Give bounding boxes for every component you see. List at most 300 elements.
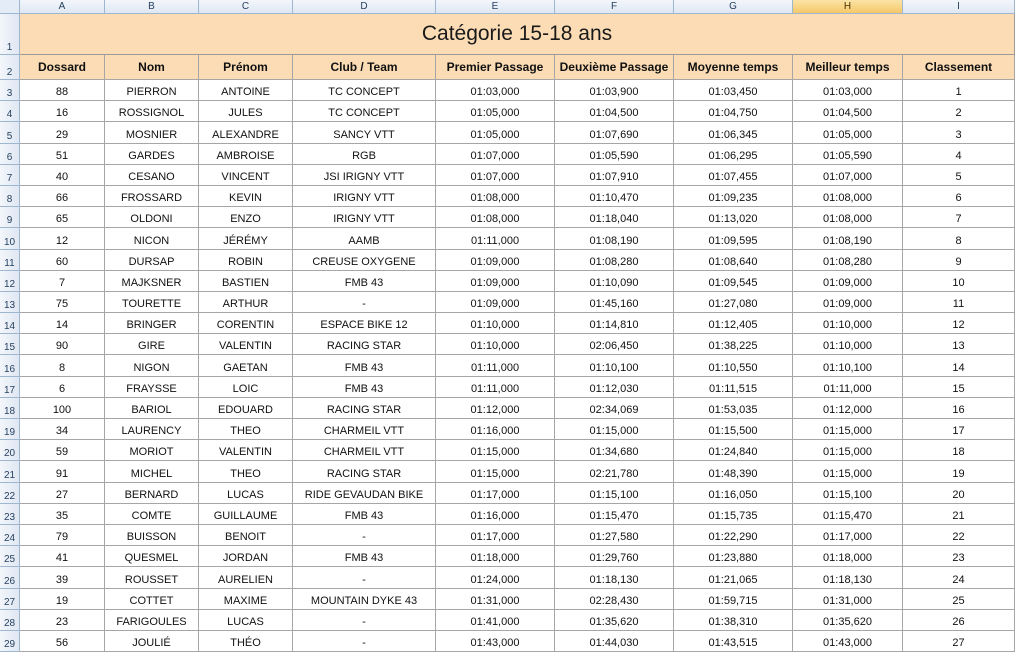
table-cell[interactable]: VINCENT — [199, 165, 293, 186]
table-cell[interactable]: 23 — [903, 546, 1015, 567]
table-row — [20, 313, 1015, 334]
row-header-22[interactable]: 22 — [0, 483, 20, 504]
table-cell[interactable]: JULES — [199, 101, 293, 122]
table-cell[interactable]: 01:09,545 — [674, 271, 793, 292]
table-cell[interactable]: 01:48,390 — [674, 461, 793, 482]
table-cell[interactable]: 01:15,000 — [793, 440, 903, 461]
table-cell[interactable]: 01:18,130 — [555, 567, 674, 588]
table-cell[interactable]: JSI IRIGNY VTT — [293, 165, 436, 186]
column-header-h[interactable]: H — [793, 0, 903, 14]
table-cell[interactable]: CESANO — [105, 165, 199, 186]
table-row — [20, 271, 1015, 292]
table-cell[interactable]: VALENTIN — [199, 334, 293, 355]
column-title-cell[interactable]: Premier Passage — [436, 55, 555, 80]
table-cell[interactable]: 18 — [903, 440, 1015, 461]
table-cell[interactable]: 01:04,750 — [674, 101, 793, 122]
row-header-12[interactable]: 12 — [0, 271, 20, 292]
table-cell[interactable]: 01:18,040 — [555, 207, 674, 228]
table-cell[interactable]: 01:09,235 — [674, 186, 793, 207]
table-cell[interactable]: 01:24,840 — [674, 440, 793, 461]
table-cell[interactable]: 16 — [903, 398, 1015, 419]
table-cell[interactable]: 59 — [20, 440, 105, 461]
table-cell[interactable]: 01:07,455 — [674, 165, 793, 186]
table-cell[interactable]: IRIGNY VTT — [293, 207, 436, 228]
row-header-5[interactable]: 5 — [0, 122, 20, 143]
table-cell[interactable]: 8 — [903, 228, 1015, 249]
table-cell[interactable]: 01:41,000 — [436, 610, 555, 631]
table-cell[interactable]: 13 — [903, 334, 1015, 355]
table-cell[interactable]: FMB 43 — [293, 377, 436, 398]
table-cell[interactable]: 01:08,280 — [793, 250, 903, 271]
table-cell[interactable]: 01:12,000 — [793, 398, 903, 419]
table-cell[interactable]: 19 — [903, 461, 1015, 482]
table-cell[interactable]: 01:15,000 — [793, 461, 903, 482]
table-cell[interactable]: 01:03,450 — [674, 80, 793, 101]
table-cell[interactable]: 01:35,620 — [793, 610, 903, 631]
table-cell[interactable]: 15 — [903, 377, 1015, 398]
table-cell[interactable]: 01:11,000 — [793, 377, 903, 398]
table-cell[interactable]: GUILLAUME — [199, 504, 293, 525]
table-cell[interactable]: LUCAS — [199, 610, 293, 631]
table-cell[interactable]: 01:09,000 — [436, 271, 555, 292]
table-cell[interactable]: FARIGOULES — [105, 610, 199, 631]
row-header-2[interactable]: 2 — [0, 55, 20, 80]
table-cell[interactable]: TOURETTE — [105, 292, 199, 313]
table-cell[interactable]: CREUSE OXYGENE — [293, 250, 436, 271]
table-cell[interactable]: 8 — [20, 355, 105, 376]
table-cell[interactable]: 01:23,880 — [674, 546, 793, 567]
table-cell[interactable]: 01:15,100 — [555, 483, 674, 504]
table-cell[interactable]: FMB 43 — [293, 271, 436, 292]
column-header-g[interactable]: G — [674, 0, 793, 14]
table-cell[interactable]: 5 — [903, 165, 1015, 186]
table-cell[interactable]: CHARMEIL VTT — [293, 440, 436, 461]
table-cell[interactable]: 01:09,000 — [793, 292, 903, 313]
table-cell[interactable]: 01:10,090 — [555, 271, 674, 292]
table-cell[interactable]: 01:22,290 — [674, 525, 793, 546]
table-cell[interactable]: 9 — [903, 250, 1015, 271]
table-cell[interactable]: 60 — [20, 250, 105, 271]
table-cell[interactable]: 01:15,000 — [555, 419, 674, 440]
table-cell[interactable]: THEO — [199, 461, 293, 482]
table-cell[interactable]: 41 — [20, 546, 105, 567]
table-cell[interactable]: 01:05,000 — [793, 122, 903, 143]
table-cell[interactable]: 01:08,000 — [793, 207, 903, 228]
table-cell[interactable]: ARTHUR — [199, 292, 293, 313]
table-cell[interactable]: ROBIN — [199, 250, 293, 271]
table-cell[interactable]: 25 — [903, 589, 1015, 610]
row-header-7[interactable]: 7 — [0, 165, 20, 186]
table-cell[interactable]: 14 — [20, 313, 105, 334]
table-cell[interactable]: 01:18,000 — [793, 546, 903, 567]
table-cell[interactable]: 01:11,000 — [436, 377, 555, 398]
row-header-8[interactable]: 8 — [0, 186, 20, 207]
table-row — [20, 377, 1015, 398]
table-cell[interactable]: 4 — [903, 144, 1015, 165]
table-cell[interactable]: 01:10,100 — [793, 355, 903, 376]
table-cell[interactable]: 01:15,735 — [674, 504, 793, 525]
row-header-4[interactable]: 4 — [0, 101, 20, 122]
column-header-b[interactable]: B — [105, 0, 199, 14]
table-cell[interactable]: EDOUARD — [199, 398, 293, 419]
table-cell[interactable]: GAETAN — [199, 355, 293, 376]
table-cell[interactable]: 01:08,640 — [674, 250, 793, 271]
column-header-d[interactable]: D — [293, 0, 436, 14]
row-header-18[interactable]: 18 — [0, 398, 20, 419]
table-cell[interactable]: 40 — [20, 165, 105, 186]
table-cell[interactable]: 01:14,810 — [555, 313, 674, 334]
select-all-corner[interactable] — [0, 0, 20, 14]
column-header-a[interactable]: A — [20, 0, 105, 14]
column-header-e[interactable]: E — [436, 0, 555, 14]
table-cell[interactable]: CHARMEIL VTT — [293, 419, 436, 440]
row-header-21[interactable]: 21 — [0, 461, 20, 482]
table-cell[interactable]: IRIGNY VTT — [293, 186, 436, 207]
table-cell[interactable]: 100 — [20, 398, 105, 419]
table-cell[interactable]: VALENTIN — [199, 440, 293, 461]
table-row — [20, 101, 1015, 122]
table-cell[interactable]: COTTET — [105, 589, 199, 610]
table-cell[interactable]: ROSSIGNOL — [105, 101, 199, 122]
table-cell[interactable]: GARDES — [105, 144, 199, 165]
table-cell[interactable]: 19 — [20, 589, 105, 610]
table-cell[interactable]: RACING STAR — [293, 461, 436, 482]
table-cell[interactable]: 01:09,000 — [436, 292, 555, 313]
table-cell[interactable]: AURELIEN — [199, 567, 293, 588]
table-cell[interactable]: 01:16,000 — [436, 419, 555, 440]
table-cell[interactable]: ESPACE BIKE 12 — [293, 313, 436, 334]
table-cell[interactable]: BARIOL — [105, 398, 199, 419]
table-cell[interactable]: ENZO — [199, 207, 293, 228]
table-cell[interactable]: FROSSARD — [105, 186, 199, 207]
row-header-13[interactable]: 13 — [0, 292, 20, 313]
table-cell[interactable]: MAJKSNER — [105, 271, 199, 292]
table-cell[interactable]: 01:06,345 — [674, 122, 793, 143]
table-cell[interactable]: - — [293, 610, 436, 631]
table-cell[interactable]: 01:15,100 — [793, 483, 903, 504]
table-cell[interactable]: OLDONI — [105, 207, 199, 228]
table-cell[interactable]: RIDE GEVAUDAN BIKE — [293, 483, 436, 504]
sheet-title-cell[interactable]: Catégorie 15-18 ans — [20, 14, 1015, 55]
table-cell[interactable]: 01:17,000 — [436, 525, 555, 546]
table-cell[interactable]: FMB 43 — [293, 546, 436, 567]
table-cell[interactable]: - — [293, 525, 436, 546]
table-cell[interactable]: 02:21,780 — [555, 461, 674, 482]
table-cell[interactable]: 35 — [20, 504, 105, 525]
table-cell[interactable]: AMBROISE — [199, 144, 293, 165]
table-cell[interactable]: 01:11,000 — [436, 228, 555, 249]
table-cell[interactable]: 11 — [903, 292, 1015, 313]
column-title-cell[interactable]: Classement — [903, 55, 1015, 80]
table-cell[interactable]: 01:04,500 — [793, 101, 903, 122]
table-cell[interactable]: 01:04,500 — [555, 101, 674, 122]
table-cell[interactable]: 14 — [903, 355, 1015, 376]
table-cell[interactable]: 01:09,000 — [436, 250, 555, 271]
table-cell[interactable]: 51 — [20, 144, 105, 165]
table-cell[interactable]: MAXIME — [199, 589, 293, 610]
table-cell[interactable]: 01:24,000 — [436, 567, 555, 588]
table-cell[interactable]: ALEXANDRE — [199, 122, 293, 143]
table-cell[interactable]: 01:38,310 — [674, 610, 793, 631]
table-cell[interactable]: JOULIÉ — [105, 631, 199, 652]
table-cell[interactable]: 01:05,590 — [793, 144, 903, 165]
table-cell[interactable]: 01:07,000 — [793, 165, 903, 186]
table-cell[interactable]: 01:07,000 — [436, 144, 555, 165]
table-cell[interactable]: 01:17,000 — [793, 525, 903, 546]
table-cell[interactable]: BERNARD — [105, 483, 199, 504]
table-cell[interactable]: MOUNTAIN DYKE 43 — [293, 589, 436, 610]
column-headers — [20, 0, 1015, 14]
column-title-cell[interactable]: Nom — [105, 55, 199, 80]
header-row — [20, 55, 1015, 80]
table-cell[interactable]: BENOIT — [199, 525, 293, 546]
table-cell[interactable]: 23 — [20, 610, 105, 631]
table-cell[interactable]: NIGON — [105, 355, 199, 376]
table-cell[interactable]: 01:06,295 — [674, 144, 793, 165]
table-cell[interactable]: 12 — [20, 228, 105, 249]
table-cell[interactable]: KEVIN — [199, 186, 293, 207]
table-cell[interactable]: 02:34,069 — [555, 398, 674, 419]
table-cell[interactable]: SANCY VTT — [293, 122, 436, 143]
table-cell[interactable]: 01:09,595 — [674, 228, 793, 249]
table-cell[interactable]: 17 — [903, 419, 1015, 440]
row-header-15[interactable]: 15 — [0, 334, 20, 355]
table-cell[interactable]: 20 — [903, 483, 1015, 504]
table-cell[interactable]: 01:15,000 — [793, 419, 903, 440]
table-cell[interactable]: 12 — [903, 313, 1015, 334]
table-cell[interactable]: 39 — [20, 567, 105, 588]
table-cell[interactable]: 79 — [20, 525, 105, 546]
table-cell[interactable]: 01:53,035 — [674, 398, 793, 419]
table-cell[interactable]: CORENTIN — [199, 313, 293, 334]
table-cell[interactable]: 01:07,910 — [555, 165, 674, 186]
table-cell[interactable]: 01:10,550 — [674, 355, 793, 376]
table-cell[interactable]: 21 — [903, 504, 1015, 525]
column-title-cell[interactable]: Moyenne temps — [674, 55, 793, 80]
table-cell[interactable]: 01:10,000 — [793, 334, 903, 355]
table-cell[interactable]: 27 — [903, 631, 1015, 652]
table-cell[interactable]: RGB — [293, 144, 436, 165]
table-cell[interactable]: 01:12,030 — [555, 377, 674, 398]
table-cell[interactable]: 01:43,515 — [674, 631, 793, 652]
row-header-16[interactable]: 16 — [0, 355, 20, 376]
table-cell[interactable]: 01:17,000 — [436, 483, 555, 504]
row-header-19[interactable]: 19 — [0, 419, 20, 440]
table-cell[interactable]: 01:31,000 — [793, 589, 903, 610]
table-cell[interactable]: QUESMEL — [105, 546, 199, 567]
table-cell[interactable]: 01:15,500 — [674, 419, 793, 440]
table-cell[interactable]: 7 — [20, 271, 105, 292]
table-cell[interactable]: 1 — [903, 80, 1015, 101]
table-cell[interactable]: 01:13,020 — [674, 207, 793, 228]
table-cell[interactable]: TC CONCEPT — [293, 101, 436, 122]
row-header-9[interactable]: 9 — [0, 207, 20, 228]
table-cell[interactable]: GIRE — [105, 334, 199, 355]
table-cell[interactable]: 01:43,000 — [436, 631, 555, 652]
table-cell[interactable]: 01:08,280 — [555, 250, 674, 271]
table-cell[interactable]: 01:08,000 — [436, 186, 555, 207]
table-cell[interactable]: 56 — [20, 631, 105, 652]
table-cell[interactable]: 01:07,690 — [555, 122, 674, 143]
table-cell[interactable]: 01:15,000 — [436, 440, 555, 461]
table-cell[interactable]: 02:28,430 — [555, 589, 674, 610]
table-cell[interactable]: BUISSON — [105, 525, 199, 546]
table-cell[interactable]: 29 — [20, 122, 105, 143]
table-cell[interactable]: 01:38,225 — [674, 334, 793, 355]
table-cell[interactable]: 01:21,065 — [674, 567, 793, 588]
table-cell[interactable]: 24 — [903, 567, 1015, 588]
table-cell[interactable]: 01:10,000 — [436, 313, 555, 334]
table-cell[interactable]: 10 — [903, 271, 1015, 292]
table-cell[interactable]: 01:45,160 — [555, 292, 674, 313]
table-cell[interactable]: 91 — [20, 461, 105, 482]
table-cell[interactable]: 01:27,080 — [674, 292, 793, 313]
column-title-cell[interactable]: Meilleur temps — [793, 55, 903, 80]
table-cell[interactable]: LUCAS — [199, 483, 293, 504]
table-cell[interactable]: 88 — [20, 80, 105, 101]
table-cell[interactable]: RACING STAR — [293, 398, 436, 419]
row-header-17[interactable]: 17 — [0, 377, 20, 398]
table-cell[interactable]: 75 — [20, 292, 105, 313]
table-cell[interactable]: 01:10,000 — [793, 313, 903, 334]
table-cell[interactable]: ANTOINE — [199, 80, 293, 101]
table-cell[interactable]: - — [293, 292, 436, 313]
table-cell[interactable]: JORDAN — [199, 546, 293, 567]
table-cell[interactable]: 01:44,030 — [555, 631, 674, 652]
row-header-23[interactable]: 23 — [0, 504, 20, 525]
column-title-cell[interactable]: Dossard — [20, 55, 105, 80]
table-cell[interactable]: FMB 43 — [293, 504, 436, 525]
table-cell[interactable]: - — [293, 631, 436, 652]
table-cell[interactable]: 01:18,000 — [436, 546, 555, 567]
table-cell[interactable]: ROUSSET — [105, 567, 199, 588]
table-cell[interactable]: 01:59,715 — [674, 589, 793, 610]
table-cell[interactable]: LOIC — [199, 377, 293, 398]
table-cell[interactable]: THEO — [199, 419, 293, 440]
table-cell[interactable]: 01:03,900 — [555, 80, 674, 101]
table-cell[interactable]: 01:08,000 — [793, 186, 903, 207]
column-header-f[interactable]: F — [555, 0, 674, 14]
table-cell[interactable]: 01:34,680 — [555, 440, 674, 461]
table-cell[interactable]: - — [293, 567, 436, 588]
table-cell[interactable]: RACING STAR — [293, 334, 436, 355]
row-header-24[interactable]: 24 — [0, 525, 20, 546]
row-header-27[interactable]: 27 — [0, 589, 20, 610]
table-row — [20, 398, 1015, 419]
table-cell[interactable]: 01:11,515 — [674, 377, 793, 398]
table-cell[interactable]: FMB 43 — [293, 355, 436, 376]
table-cell[interactable]: 2 — [903, 101, 1015, 122]
table-cell[interactable]: NICON — [105, 228, 199, 249]
table-cell[interactable]: 3 — [903, 122, 1015, 143]
table-cell[interactable]: 34 — [20, 419, 105, 440]
table-cell[interactable]: 01:16,050 — [674, 483, 793, 504]
table-cell[interactable]: 22 — [903, 525, 1015, 546]
table-cell[interactable]: 01:12,000 — [436, 398, 555, 419]
row-header-20[interactable]: 20 — [0, 440, 20, 461]
table-cell[interactable]: 01:05,000 — [436, 101, 555, 122]
table-cell[interactable]: 65 — [20, 207, 105, 228]
table-cell[interactable]: 01:35,620 — [555, 610, 674, 631]
table-cell[interactable]: 01:03,000 — [436, 80, 555, 101]
column-title-cell[interactable]: Club / Team — [293, 55, 436, 80]
table-cell[interactable]: 01:29,760 — [555, 546, 674, 567]
row-header-11[interactable]: 11 — [0, 250, 20, 271]
column-title-cell[interactable]: Deuxième Passage — [555, 55, 674, 80]
table-cell[interactable]: 01:15,000 — [436, 461, 555, 482]
table-cell[interactable]: JÉRÉMY — [199, 228, 293, 249]
table-cell[interactable]: PIERRON — [105, 80, 199, 101]
table-cell[interactable]: 90 — [20, 334, 105, 355]
column-header-c[interactable]: C — [199, 0, 293, 14]
table-cell[interactable]: 01:12,405 — [674, 313, 793, 334]
table-cell[interactable]: 01:15,470 — [555, 504, 674, 525]
row-header-26[interactable]: 26 — [0, 567, 20, 588]
table-cell[interactable]: 26 — [903, 610, 1015, 631]
table-cell[interactable]: 01:43,000 — [793, 631, 903, 652]
table-cell[interactable]: 01:03,000 — [793, 80, 903, 101]
table-cell[interactable]: 01:15,470 — [793, 504, 903, 525]
table-cell[interactable]: 01:31,000 — [436, 589, 555, 610]
table-cell[interactable]: 01:09,000 — [793, 271, 903, 292]
table-cell[interactable]: MOSNIER — [105, 122, 199, 143]
row-header-28[interactable]: 28 — [0, 610, 20, 631]
table-cell[interactable]: 01:07,000 — [436, 165, 555, 186]
table-cell[interactable]: 7 — [903, 207, 1015, 228]
table-cell[interactable]: MORIOT — [105, 440, 199, 461]
table-cell[interactable]: 01:05,000 — [436, 122, 555, 143]
table-cell[interactable]: 01:08,190 — [555, 228, 674, 249]
row-header-6[interactable]: 6 — [0, 144, 20, 165]
table-cell[interactable]: 66 — [20, 186, 105, 207]
row-header-10[interactable]: 10 — [0, 228, 20, 249]
table-cell[interactable]: 01:16,000 — [436, 504, 555, 525]
row-header-14[interactable]: 14 — [0, 313, 20, 334]
table-cell[interactable]: 02:06,450 — [555, 334, 674, 355]
table-cell[interactable]: 01:10,100 — [555, 355, 674, 376]
row-header-3[interactable]: 3 — [0, 80, 20, 101]
table-cell[interactable]: 6 — [903, 186, 1015, 207]
table-cell[interactable]: 6 — [20, 377, 105, 398]
table-cell[interactable]: LAURENCY — [105, 419, 199, 440]
table-cell[interactable]: 16 — [20, 101, 105, 122]
table-cell[interactable]: THÉO — [199, 631, 293, 652]
table-cell[interactable]: 27 — [20, 483, 105, 504]
row-header-29[interactable]: 29 — [0, 631, 20, 652]
table-cell[interactable]: 01:18,130 — [793, 567, 903, 588]
table-cell[interactable]: 01:11,000 — [436, 355, 555, 376]
table-cell[interactable]: 01:08,190 — [793, 228, 903, 249]
table-cell[interactable]: 01:05,590 — [555, 144, 674, 165]
column-title-cell[interactable]: Prénom — [199, 55, 293, 80]
table-cell[interactable]: 01:08,000 — [436, 207, 555, 228]
row-header-1[interactable]: 1 — [0, 14, 20, 55]
table-cell[interactable]: COMTE — [105, 504, 199, 525]
table-row — [20, 525, 1015, 546]
table-cell[interactable]: AAMB — [293, 228, 436, 249]
table-cell[interactable]: BRINGER — [105, 313, 199, 334]
table-cell[interactable]: 01:10,000 — [436, 334, 555, 355]
table-cell[interactable]: FRAYSSE — [105, 377, 199, 398]
table-cell[interactable]: MICHEL — [105, 461, 199, 482]
table-cell[interactable]: 01:27,580 — [555, 525, 674, 546]
table-cell[interactable]: BASTIEN — [199, 271, 293, 292]
table-cell[interactable]: DURSAP — [105, 250, 199, 271]
column-header-i[interactable]: I — [903, 0, 1015, 14]
table-cell[interactable]: TC CONCEPT — [293, 80, 436, 101]
table-cell[interactable]: 01:10,470 — [555, 186, 674, 207]
row-header-25[interactable]: 25 — [0, 546, 20, 567]
